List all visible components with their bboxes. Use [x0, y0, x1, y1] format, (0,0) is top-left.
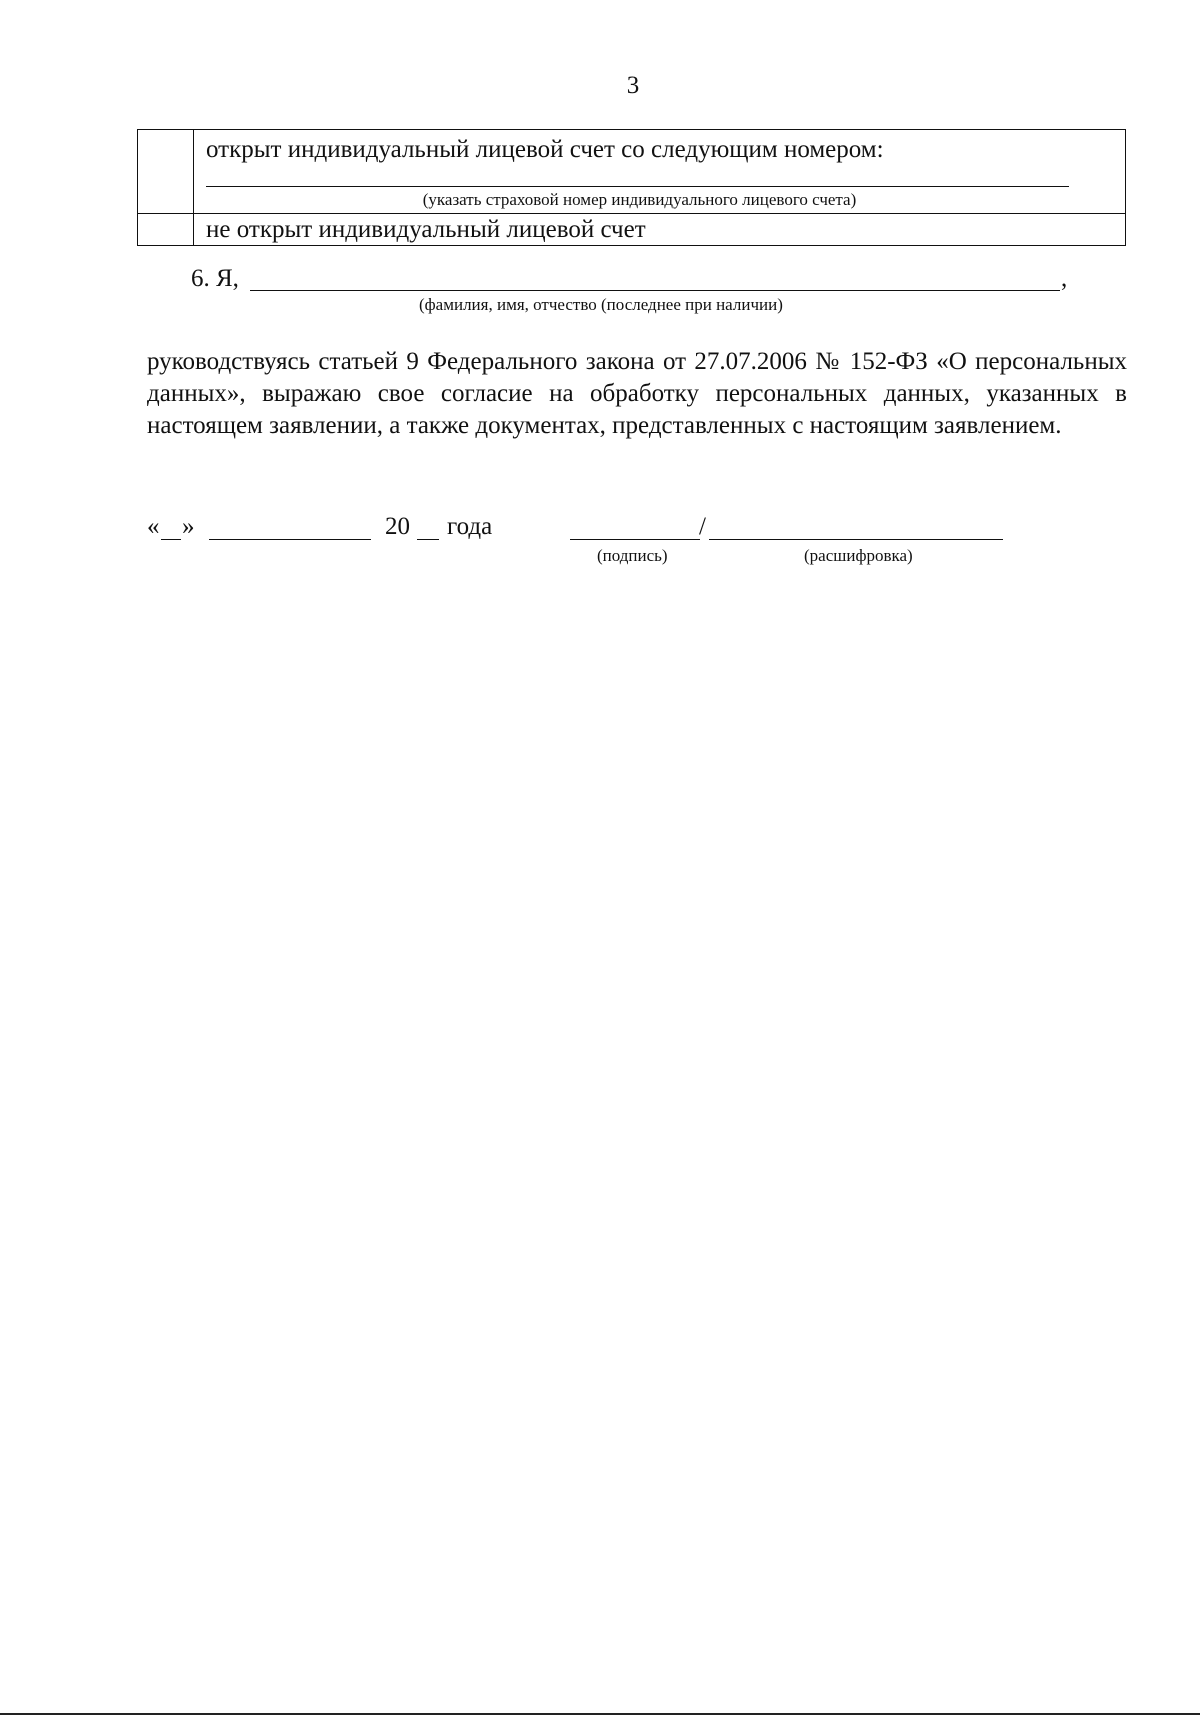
signature-caption: (подпись) — [597, 546, 668, 565]
signature-slash: / — [699, 513, 706, 540]
quote-open: « — [147, 513, 160, 540]
fio-caption: (фамилия, имя, отчество (последнее при наличии) — [419, 295, 783, 314]
account-number-caption: (указать страховой номер индивидуального лицевого счета) — [422, 190, 857, 209]
year-field[interactable] — [417, 539, 439, 540]
month-field[interactable] — [209, 539, 371, 540]
account-options-table — [137, 129, 1126, 246]
account-not-opened-label: не открыт индивидуальный лицевой счет — [206, 216, 646, 243]
page-number: 3 — [626, 72, 640, 99]
page-bottom-edge — [0, 1713, 1200, 1715]
year-prefix: 20 — [385, 513, 410, 540]
signature-decode-caption: (расшифровка) — [804, 546, 913, 565]
consent-paragraph: руководствуясь статьей 9 Федерального закона от 27.07.2006 № 152-ФЗ «О персональных данных», выражаю свое согласие на обработку персональных данных, указанных в настоящем заявлении, а также документах, представленных с настоящим заявлением. — [147, 348, 1127, 439]
account-opened-checkbox[interactable] — [138, 130, 194, 214]
item6-label: 6. Я, — [191, 265, 239, 292]
account-opened-cell — [194, 130, 1126, 214]
signature-decode-field[interactable] — [709, 539, 1003, 540]
table-row — [138, 214, 1126, 246]
year-suffix: года — [447, 513, 493, 540]
fio-comma: , — [1061, 265, 1068, 292]
date-signature-line — [147, 513, 1047, 547]
fio-field[interactable] — [250, 290, 1060, 291]
day-field[interactable] — [161, 539, 181, 540]
account-not-opened-cell — [194, 214, 1126, 246]
account-not-opened-checkbox[interactable] — [138, 214, 194, 246]
table-row — [138, 130, 1126, 214]
account-opened-label: открыт индивидуальный лицевой счет со следующим номером: — [206, 136, 884, 163]
fio-line — [191, 265, 1091, 295]
signature-field[interactable] — [570, 539, 700, 540]
quote-close: » — [182, 513, 195, 540]
